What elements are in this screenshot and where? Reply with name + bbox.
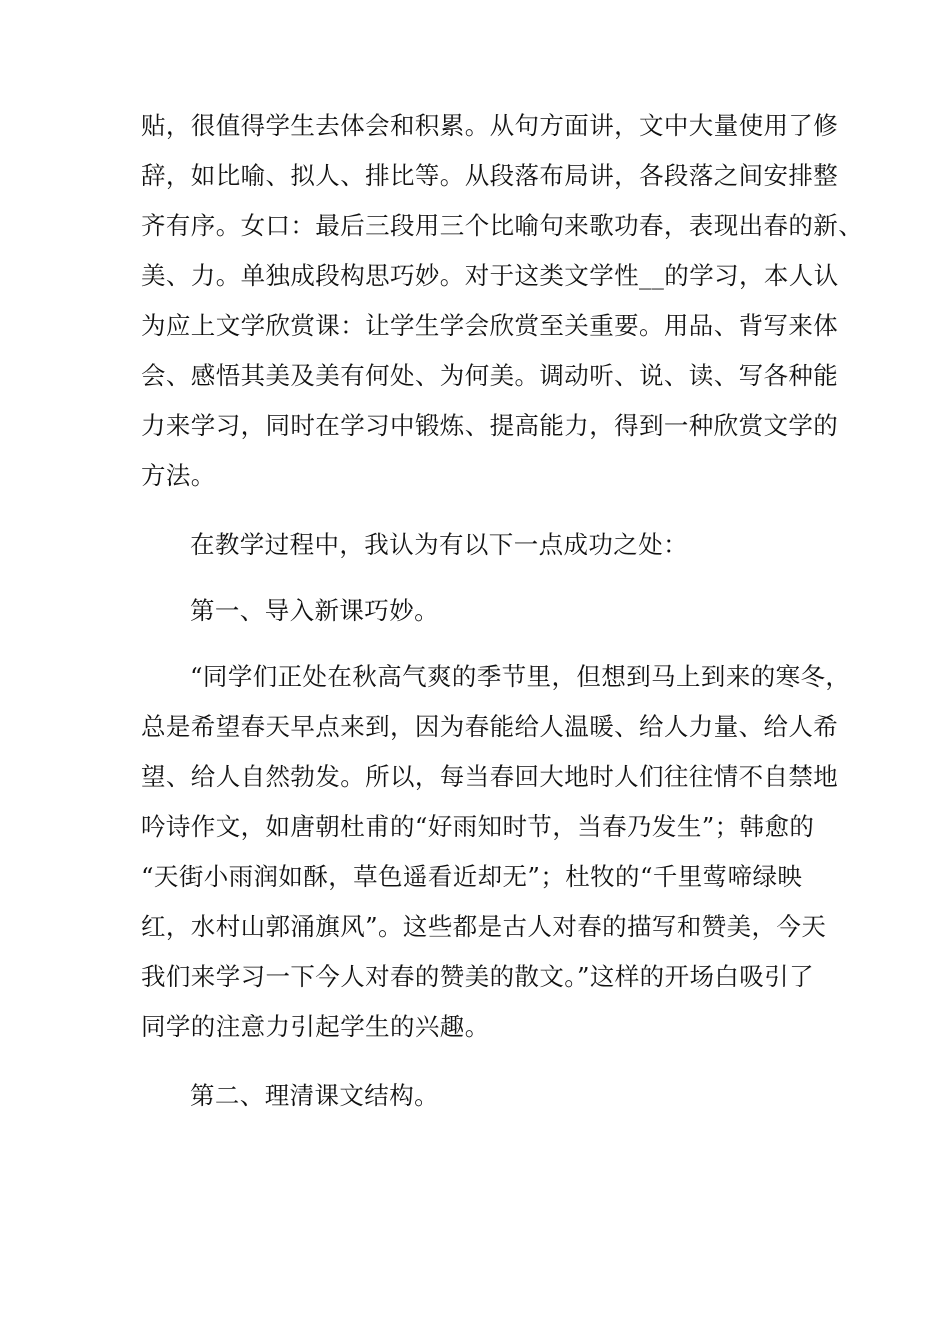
quote-line-2: 总是希望春天早点来到，因为春能给人温暖、给人力量、给人希 [141,712,839,741]
section-heading-2: 第二、理清课文结构。 [190,1081,439,1110]
quote-line-5: “天街小雨润如酥，草色遥看近却无”；杜牧的“千里莺啼绿映 [141,862,803,891]
quote-line-4: 吟诗作文，如唐朝杜甫的“好雨知时节，当春乃发生”；韩愈的 [141,812,815,841]
quote-line-8: 同学的注意力引起学生的兴趣。 [141,1012,490,1041]
quote-line-6: 红，水村山郭涌旗风”。这些都是古人对春的描写和赞美，今天 [141,912,827,941]
text-line-3: 齐有序。女口：最后三段用三个比喻句来歌功春，表现出春的新、 [141,211,864,240]
text-line-8: 方法。 [141,461,216,490]
text-line-2: 辞，如比喻、拟人、排比等。从段落布局讲，各段落之间安排整 [141,161,839,190]
paragraph-intro: 在教学过程中，我认为有以下一点成功之处： [190,530,688,559]
quote-line-3: 望、给人自然勃发。所以，每当春回大地时人们往往情不自禁地 [141,762,839,791]
text-line-6: 会、感悟其美及美有何处、为何美。调动听、说、读、写各种能 [141,361,839,390]
text-line-5: 为应上文学欣赏课：让学生学会欣赏至关重要。用品、背写来体 [141,311,839,340]
text-line-1: 贴，很值得学生去体会和积累。从句方面讲，文中大量使用了修 [141,111,839,140]
section-heading-1: 第一、导入新课巧妙。 [190,596,439,625]
quote-line-1: “同学们正处在秋高气爽的季节里，但想到马上到来的寒冬， [190,662,851,691]
text-line-7: 力来学习，同时在学习中锻炼、提高能力，得到一种欣赏文学的 [141,411,839,440]
quote-line-7: 我们来学习一下今人对春的赞美的散文。”这样的开场白吸引了 [141,962,814,991]
text-line-4: 美、力。单独成段构思巧妙。对于这类文学性__的学习，本人认 [141,261,839,290]
